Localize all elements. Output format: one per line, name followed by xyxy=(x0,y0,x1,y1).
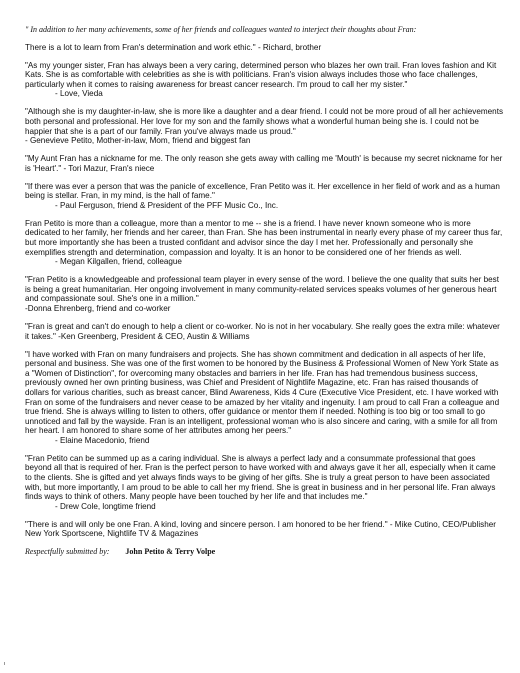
margin-mark xyxy=(4,662,5,665)
testimonial-block xyxy=(25,61,503,99)
testimonial-block xyxy=(25,454,503,512)
testimonial-block xyxy=(25,350,503,446)
testimonial-text: "As my younger sister, Fran has always been a very caring, determined person who blazes her own trail. Fran loves fashion and Kit Kats. She is as comfortable with celebrities as she is with politicians. Fran's vision always includes those who face challenges, particularly when it comes to raising awareness for breast cancer research. I'm proud to call her my sister." xyxy=(25,60,497,89)
testimonial-text: "Fran Petito is a knowledgeable and professional team player in every sense of the word. I believe the one quality that suits her best is being a great humanitarian. Her ongoing involvement in many community-related services speaks volumes of her generous heart and compassionate soul. She's one in a million." xyxy=(25,275,499,304)
testimonial-text: Fran Petito is more than a colleague, more than a mentor to me -- she is a friend. I have never known someone who is more dedicated to her family, her friends and her career, than Fran. She has been instrumental in nearly every phase of my career thus far, but more importantly she has been a trusted confidant and advisor since the day I met her. Professionally and personally she exemplifies strength and determination, compassion and loyalty. It is an honor to be considered one of her friends as well. xyxy=(25,218,503,257)
testimonial-text: - Genevieve Petito, Mother-in-law, Mom, friend and biggest fan xyxy=(25,136,251,146)
testimonial-block xyxy=(25,275,503,313)
testimonial-text: "Although she is my daughter-in-law, she is more like a daughter and a dear friend. I could not be more proud of all her achievements both personal and professional. Her love for my son and the family shows what a wonderful human being she is. I could not be happier that she is a part of our family. Fran you've always made us proud." xyxy=(25,107,504,136)
testimonial-text: "Fran Petito can be summed up as a caring individual. She is always a perfect lady and a consummate professional that goes beyond all that is required of her. Fran is the perfect person to have worked with and always gave it her all, especially when it came to the clients. She is gifted and yet always finds ways to be giving of her gifts. She is truly a great person to have been associated with, but more importantly, I am proud to be able to call her my friend. She is great in business and in her personal life. Fran always finds ways to think of others. Many people have been touched by her life and that includes me." xyxy=(25,453,496,502)
testimonial-text: -Donna Ehrenberg, friend and co-worker xyxy=(25,304,171,313)
testimonial-block xyxy=(25,520,503,539)
testimonial-attribution: - Drew Cole, longtime friend xyxy=(55,501,156,511)
testimonial-text: "I have worked with Fran on many fundraisers and projects. She has shown commitment and dedication in all aspects of her life, personal and business. She was one of the first women to be honored by the Business & Professional Women of New York State as a "Women of Distinction", for overcoming many obstacles and barriers in her life. Fran has had tremendous business success, previously owned her own printing business, was Chief and President of Nightlife Magazine, etc. Fran has raised thousands of dollars for various charities, such as breast cancer, Blind Awareness, Kids 4 Cure (Executive Vice President, etc. I have worked with Fran on some of the fundraisers and never cease to be amazed by her vitality and ingenuity. I am proud to call Fran a colleague and true friend. She is always willing to listen to others, offer guidance or mentor them if needed. Nothing is too big or too small to go unnoticed and fall by the wayside. Fran is an intelligent, professional woman who is also sincere and caring, with a smile for all from her heart. I am honored to share some of her attributes among her peers." xyxy=(25,349,500,436)
testimonial-text: There is a lot to learn from Fran's determination and work ethic." - Richard, brother xyxy=(25,42,322,52)
testimonial-text: "Fran is great and can't do enough to help a client or co-worker. No is not in her vocabulary. She really goes the extra mile: whatever it takes." -Ken Greenberg, President & CEO, Austin & Williams xyxy=(25,321,500,341)
signature-line xyxy=(25,547,503,557)
testimonial-block xyxy=(25,107,503,145)
testimonial-text: "If there was ever a person that was the panicle of excellence, Fran Petito was it. Her excellence in her field of work and as a human being is stellar. Fran, in my mind, is the hall of fame." xyxy=(25,181,500,201)
testimonial-attribution: - Megan Kilgallen, friend, colleague xyxy=(55,257,182,267)
intro-line: " In addition to her many achievements, some of her friends and colleagues wanted to interject their thoughts about Fran: xyxy=(25,25,417,34)
signature-label: Respectfully submitted by: xyxy=(25,547,110,557)
testimonial-text: "There is and will only be one Fran. A kind, loving and sincere person. I am honored to be her friend." - Mike Cutino, CEO/Publisher New York Sportscene, Nightlife TV & Magazines xyxy=(25,519,496,539)
signature-names: John Petito & Terry Volpe xyxy=(125,547,216,557)
testimonial-block xyxy=(25,322,503,341)
testimonial-text: "My Aunt Fran has a nickname for me. The only reason she gets away with calling me 'Mouth' is because my secret nickname for her is 'Heart'." - Tori Mazur, Fran's niece xyxy=(25,154,503,173)
testimonial-block xyxy=(25,43,503,53)
testimonial-block xyxy=(25,219,503,267)
testimonial-attribution: - Elaine Macedonio, friend xyxy=(55,435,150,445)
testimonial-attribution: - Love, Vieda xyxy=(55,89,103,99)
quotes-list xyxy=(25,43,503,539)
testimonial-block xyxy=(25,154,503,173)
document-page xyxy=(25,25,503,557)
testimonial-attribution: - Paul Ferguson, friend & President of the PFF Music Co., Inc. xyxy=(55,200,279,210)
testimonial-block xyxy=(25,182,503,211)
